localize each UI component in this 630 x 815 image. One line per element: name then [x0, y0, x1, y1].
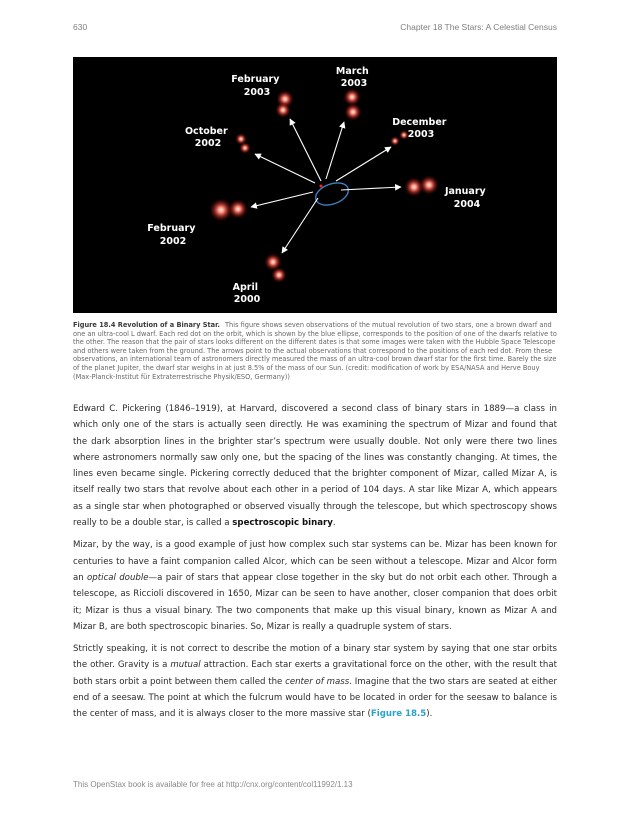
figure-18-5-link[interactable]: Figure 18.5 [370, 709, 427, 720]
page-number: 630 [73, 22, 88, 32]
label-apr2000: April 2000 [232, 282, 261, 305]
p2-text-a: Mizar, by the way, is a good example of just how complex such star systems can be. Mizar has been known for centuries to have a faint companion called Alcor, which can be seen without a telescope. Mizar and Alcor form an [73, 540, 557, 583]
label-feb2002: February 2002 [147, 223, 196, 247]
p3-text-d: ). [426, 709, 433, 720]
star-dec2003-a [390, 136, 400, 146]
paragraph-2 [73, 537, 557, 635]
star-apr2000-b [271, 267, 287, 283]
star-jan2004-b [419, 175, 439, 195]
p3-text-b: attraction. Each star exerts a gravitational force on the other, with the result that both stars orbit a point between them called the [73, 660, 557, 687]
center-red-dot [320, 185, 323, 188]
caption-text: This figure shows seven observations of the mutual revolution of two stars, one a brown dwarf and one an ultra-cool L dwarf. Each red dot on the orbit, which is shown by the blue ellipse, corresponds to the position of one of the dwarfs relative to the other. The reason that the pair of stars looks different on the different dates is that some images were taken with the Hubble Space Telescope and others were taken from the ground. The arrows point to the actual observations that correspond to the positions of each red dot. From these observations, an international team of astronomers directly measured the mass of an ultra-cool brown dwarf star for the first time. Barely the size of the planet Jupiter, the dwarf star weighs in at just 8.5% of the mass of our Sun. (credit: modification of work by ESA/NASA and Herve Bouy (Max-Planck-Institut für Extraterrestrische Physik/ESO, Germany)) [73, 321, 557, 381]
term-mutual: mutual [170, 660, 201, 671]
term-optical-double: optical double [87, 572, 149, 583]
label-feb2003: February 2003 [231, 74, 280, 98]
label-dec2003: December 2003 [392, 117, 447, 140]
binary-star-figure [73, 57, 557, 313]
p3-text-c: . Imagine that the two stars are seated at either end of a seesaw. The point at which the fulcrum would have to be located in order for the seesaw to balance is the center of mass, and it is always closer to the more massive star ( [73, 676, 557, 720]
term-spectroscopic-binary: spectroscopic binary [232, 518, 333, 529]
chapter-title: Chapter 18 The Stars: A Celestial Census [400, 22, 557, 32]
star-feb2003-b [275, 102, 291, 118]
term-center-of-mass: center of mass [285, 676, 350, 687]
p1-text: Edward C. Pickering (1846–1919), at Harvard, discovered a second class of binary stars in 1889—a class in which only one of the stars is actually seen directly. He was examining the spectrum of Mizar and found that the dark absorption lines in the brighter star’s spectrum were usually double. Not only were there two lines where astronomers normally saw only one, but the spacing of the lines was constantly changing. At times, the lines even became single. Pickering correctly deduced that the brighter component of Mizar, called Mizar A, is itself really two stars that revolve about each other in a period of 104 days. A star like Mizar A, which appears as a single star when photographed or observed visually through the telescope, but which spectroscopy shows really to be a double star, is called a [73, 404, 557, 529]
p2-text-b: —a pair of stars that appear close together in the sky but do not orbit each other. Through a telescope, as Riccioli discovered in 1650, Mizar can be seen to have another, closer companion that does orbit it; Mizar is thus a visual binary. The two components that make up this visual binary, known as Mizar A and Mizar B, are both spectroscopic binaries. So, Mizar is really a quadruple system of stars. [73, 572, 557, 632]
label-jan2004: January 2004 [444, 186, 486, 210]
binary-star-image [73, 57, 557, 313]
body-text [73, 401, 557, 729]
caption-title: Figure 18.4 Revolution of a Binary Star. [73, 321, 220, 329]
p1-end: . [332, 518, 336, 529]
page-footer: This OpenStax book is available for free at http://cnx.org/content/col11992/1.13 [73, 780, 353, 789]
figure-caption [73, 321, 557, 381]
star-oct2002-b [239, 142, 251, 154]
paragraph-3 [73, 641, 557, 722]
paragraph-1 [73, 401, 557, 531]
star-feb2002-b [228, 199, 248, 219]
star-mar2003-b [344, 103, 362, 121]
label-oct2002: October 2002 [184, 126, 228, 149]
label-mar2003: March 2003 [335, 66, 369, 89]
p3-text-a: Strictly speaking, it is not correct to describe the motion of a binary star system by saying that one star orbits the other. Gravity is a [73, 644, 557, 671]
